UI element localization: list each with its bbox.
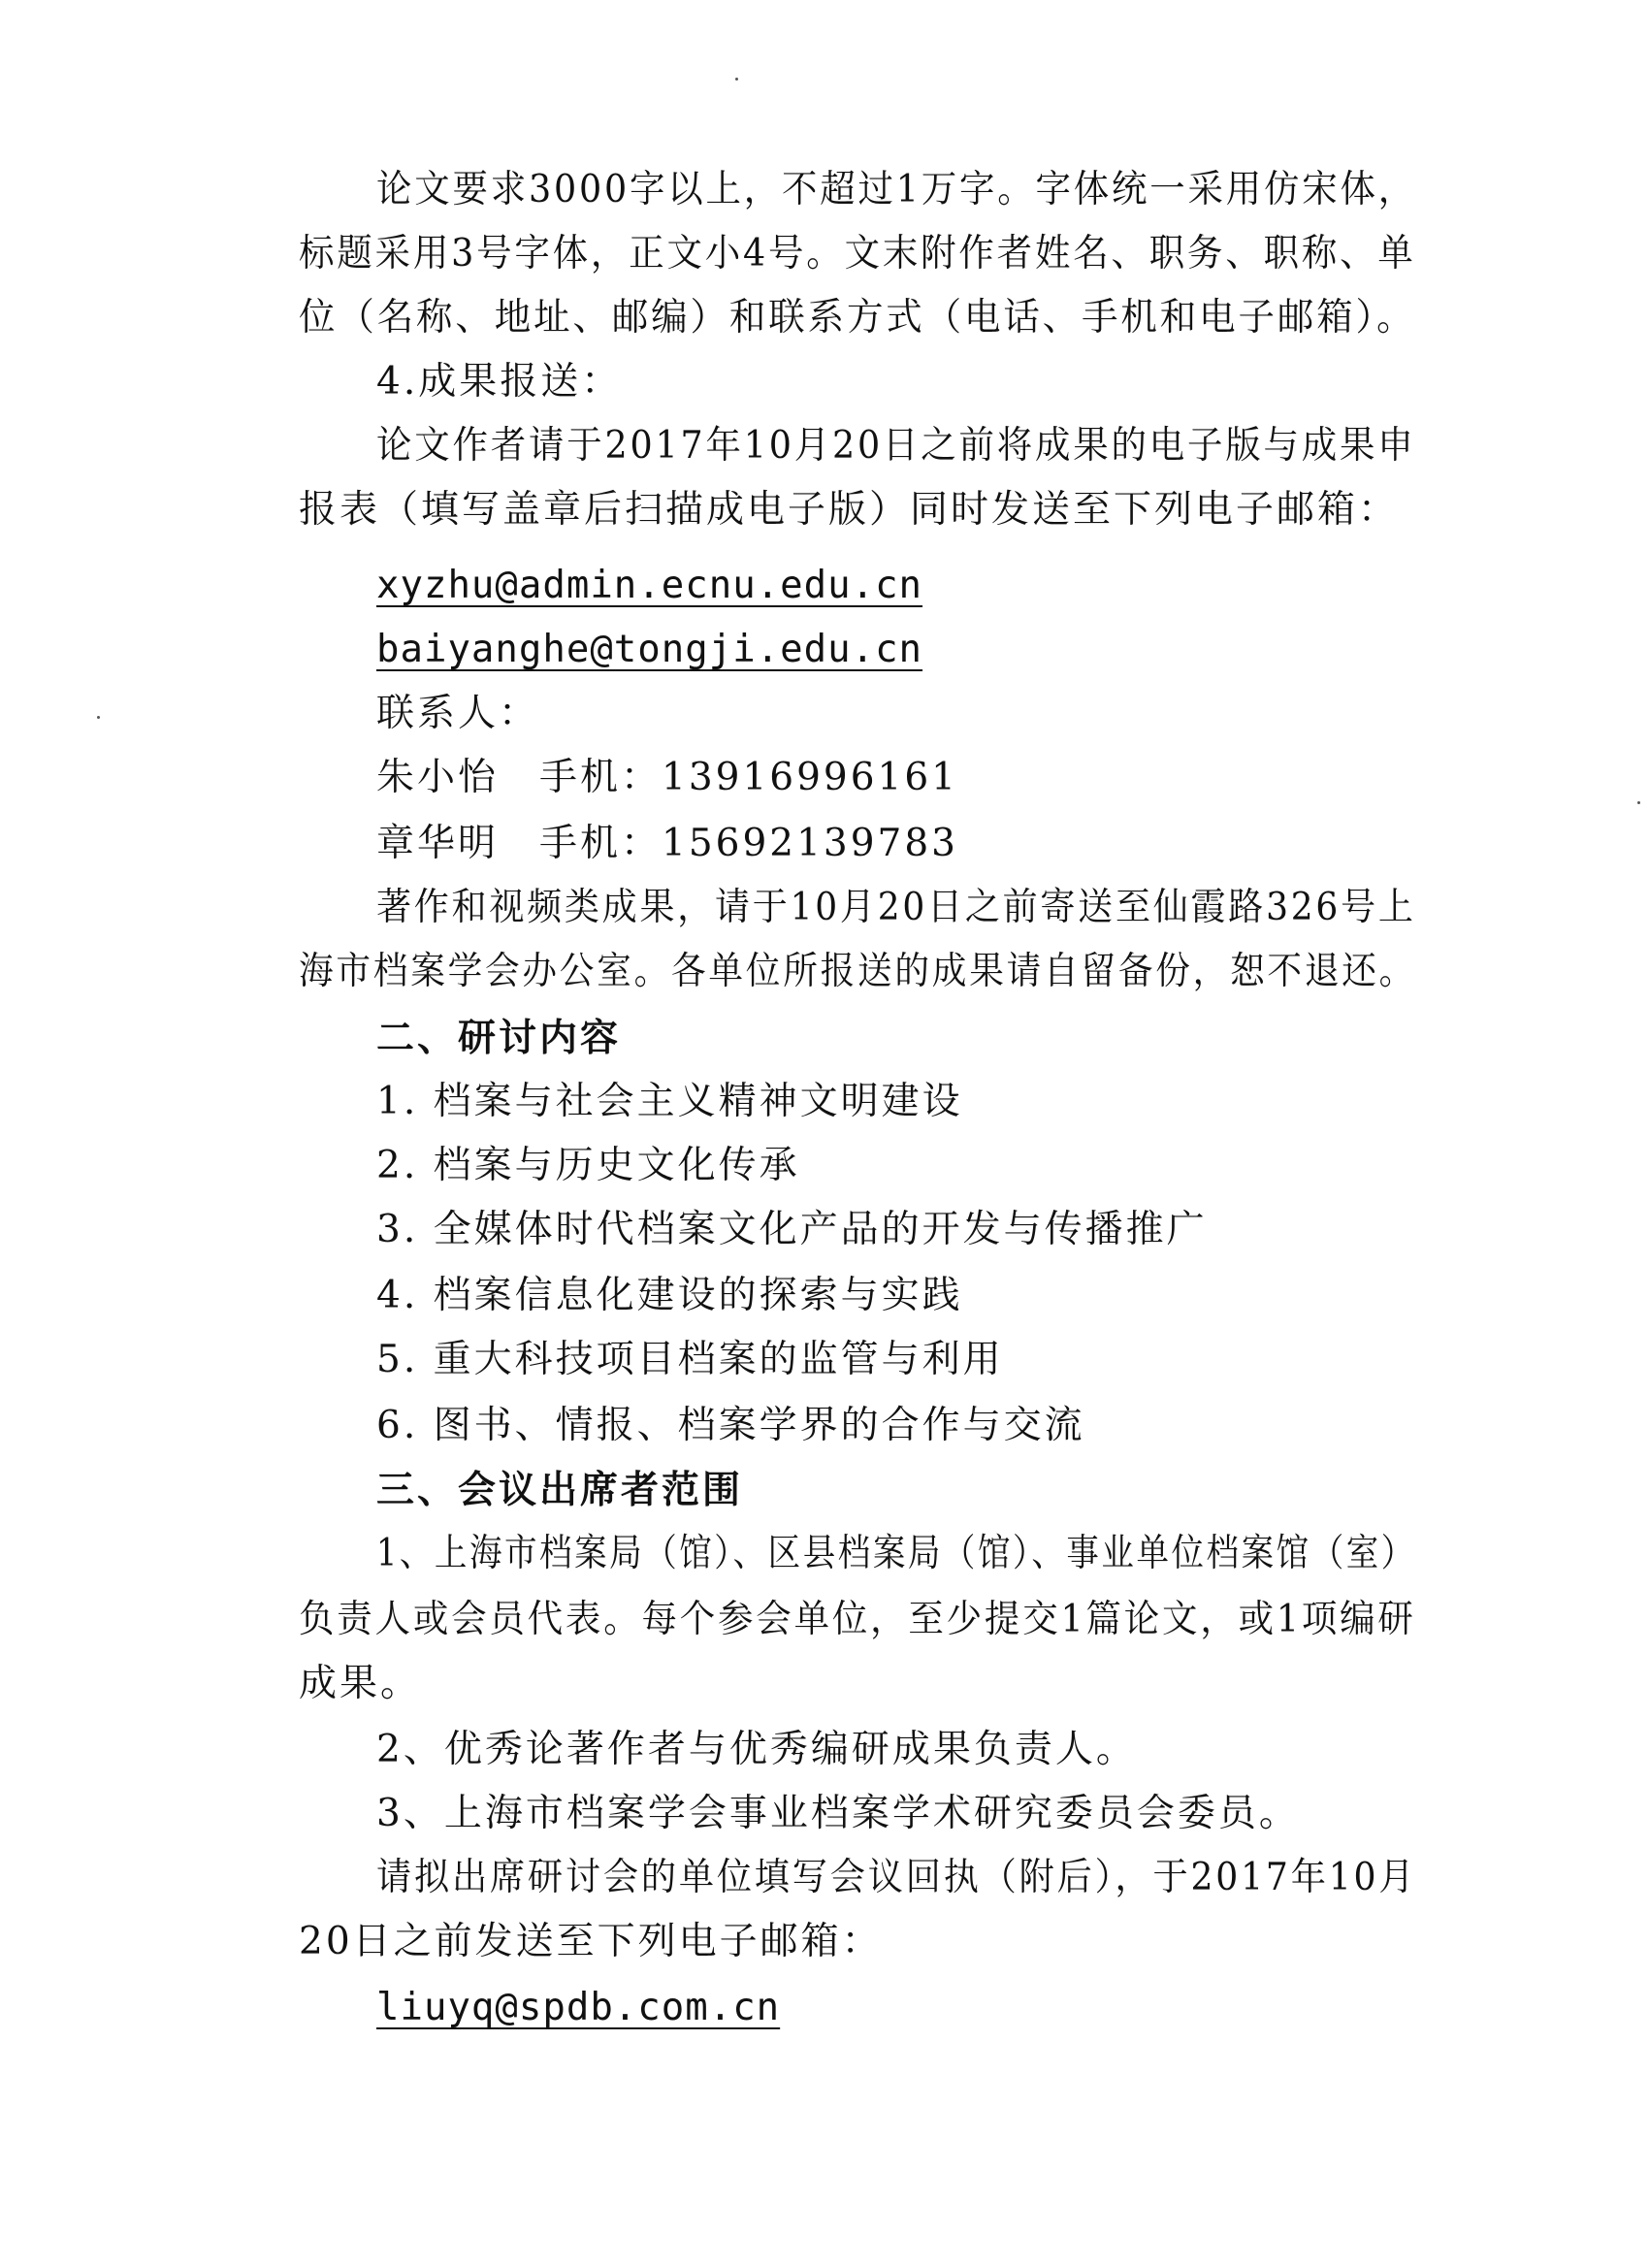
scan-speck (1637, 801, 1640, 804)
paragraph-line: 2、优秀论著作者与优秀编研成果负责人。 (376, 1728, 1137, 1771)
email-address: liuyq@spdb.com.cn (376, 1986, 781, 2029)
paragraph-line: 1、上海市档案局（馆）、区县档案局（馆）、事业单位档案馆（室） (376, 1532, 1416, 1575)
paragraph-line: 报表（填写盖章后扫描成电子版）同时发送至下列电子邮箱： (299, 488, 1400, 532)
section-heading: 4.成果报送： (376, 360, 623, 404)
contact-line: 朱小怡 手机：13916996161 (376, 756, 958, 799)
email-address: baiyanghe@tongji.edu.cn (376, 628, 923, 671)
list-item: 1. 档案与社会主义精神文明建设 (376, 1080, 963, 1123)
paragraph-line: 请拟出席研讨会的单位填写会议回执（附后），于2017年10月 (376, 1856, 1417, 1899)
list-item: 4. 档案信息化建设的探索与实践 (376, 1274, 963, 1317)
paragraph-line: 标题采用3号字体，正文小4号。文末附作者姓名、职务、职称、单 (299, 232, 1416, 275)
list-item: 3. 全媒体时代档案文化产品的开发与传播推广 (376, 1208, 1208, 1251)
paragraph-line: 论文作者请于2017年10月20日之前将成果的电子版与成果申 (376, 424, 1416, 468)
paragraph-line: 海市档案学会办公室。各单位所报送的成果请自留备份，恕不退还。 (299, 950, 1417, 993)
paragraph-line: 20日之前发送至下列电子邮箱： (299, 1920, 883, 1963)
section-heading: 三、会议出席者范围 (376, 1468, 744, 1512)
contact-label: 联系人： (376, 692, 540, 735)
list-item: 5. 重大科技项目档案的监管与利用 (376, 1338, 1004, 1381)
paragraph-line: 负责人或会员代表。每个参会单位，至少提交1篇论文，或1项编研 (299, 1598, 1416, 1641)
list-item: 2. 档案与历史文化传承 (376, 1144, 800, 1187)
paragraph-line: 论文要求3000字以上，不超过1万字。字体统一采用仿宋体， (376, 168, 1417, 211)
paragraph-line: 著作和视频类成果，请于10月20日之前寄送至仙霞路326号上 (376, 886, 1416, 929)
scan-speck (735, 78, 738, 81)
email-address: xyzhu@admin.ecnu.edu.cn (376, 564, 923, 607)
paragraph-line: 成果。 (299, 1662, 422, 1705)
scan-speck (97, 716, 100, 719)
section-heading: 二、研讨内容 (376, 1016, 622, 1060)
paragraph-line: 3、上海市档案学会事业档案学术研究委员会委员。 (376, 1792, 1300, 1835)
list-item: 6. 图书、情报、档案学界的合作与交流 (376, 1404, 1085, 1447)
contact-line: 章华明 手机：15692139783 (376, 822, 958, 865)
paragraph-line: 位（名称、地址、邮编）和联系方式（电话、手机和电子邮箱）。 (299, 296, 1416, 340)
